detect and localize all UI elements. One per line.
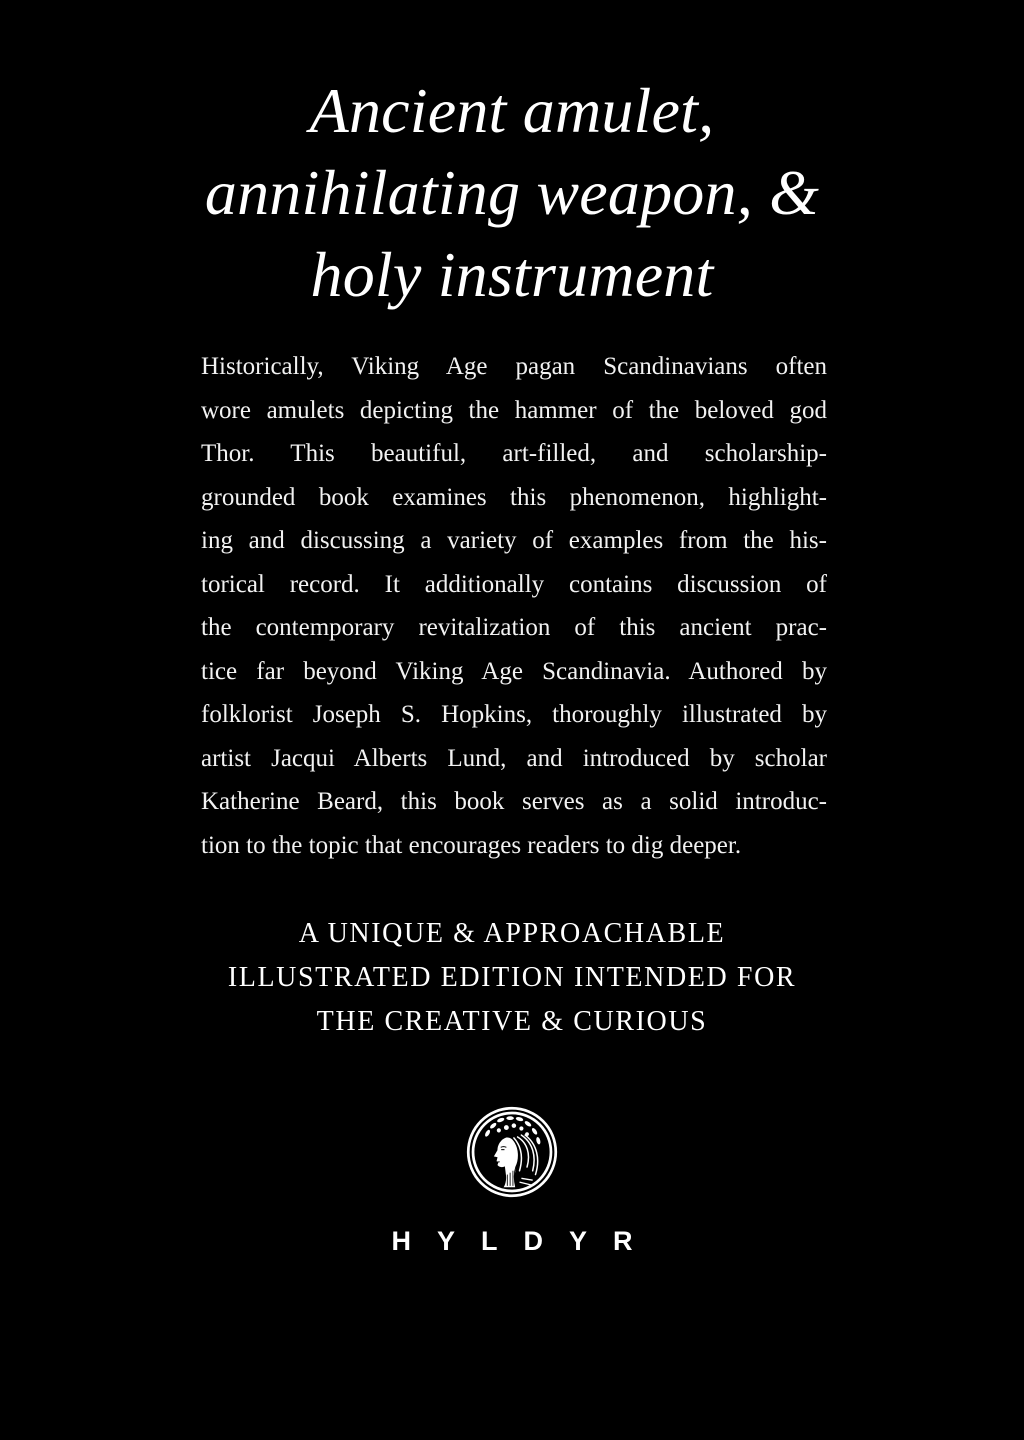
tagline (150, 912, 874, 1044)
blurb-line: artist Jacqui Alberts Lund, and introduced by scholar (201, 744, 827, 772)
blurb-line: grounded book examines this phenomenon, highlight- (201, 483, 827, 511)
tagline-line: ILLUSTRATED EDITION INTENDED FOR (227, 962, 797, 993)
blurb-line: ing and discussing a variety of examples from the his- (201, 527, 827, 554)
headline (150, 70, 874, 316)
blurb-line: wore amulets depicting the hammer of the beloved god (201, 396, 827, 424)
publisher-name: HYLDYR (391, 1226, 659, 1256)
blurb-line: torical record. It additionally contains discussion of (201, 570, 827, 598)
blurb-line: Thor. This beautiful, art-filled, and scholarship- (201, 440, 827, 467)
blurb-paragraph (201, 345, 827, 867)
tagline-line: THE CREATIVE & CURIOUS (316, 1006, 708, 1037)
profile-portrait-medallion-icon (465, 1105, 559, 1199)
blurb-line: the contemporary revitalization of this ancient prac- (201, 614, 827, 641)
headline-line: annihilating weapon, & (204, 157, 820, 228)
blurb-line: tion to the topic that encourages readers to dig deeper. (201, 831, 742, 859)
tagline-line: A UNIQUE & APPROACHABLE (298, 918, 726, 949)
blurb-line: tice far beyond Viking Age Scandinavia. Authored by (201, 657, 827, 685)
headline-line: Ancient amulet, (309, 75, 715, 146)
blurb-line: Historically, Viking Age pagan Scandinavians often (201, 353, 827, 380)
headline-line: holy instrument (310, 239, 714, 310)
blurb-line: Katherine Beard, this book serves as a solid introduc- (201, 788, 827, 815)
blurb-line: folklorist Joseph S. Hopkins, thoroughly illustrated by (201, 701, 827, 728)
